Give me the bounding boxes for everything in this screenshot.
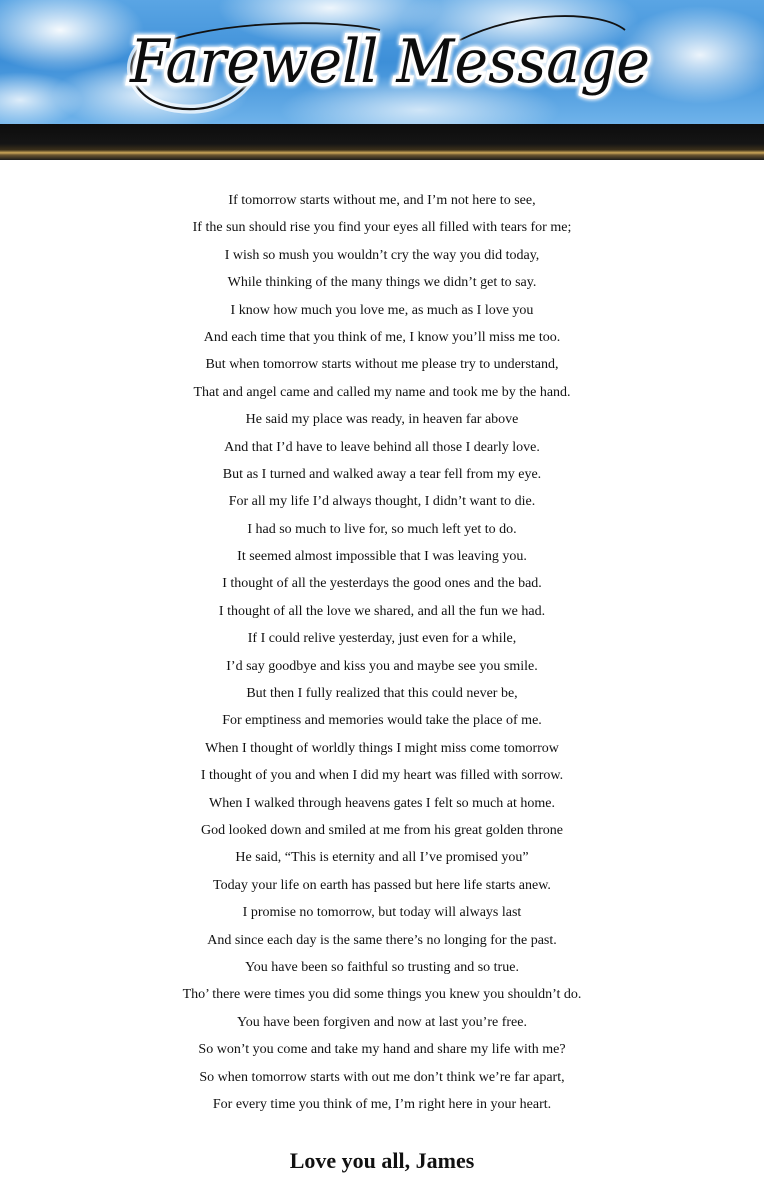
poem-line: You have been forgiven and now at last you’re free. [237,1014,527,1030]
poem-line: When I walked through heavens gates I felt so much at home. [208,795,555,811]
poem-line: You have been so faithful so trusting and so true. [245,959,519,975]
poem-line: And each time that you think of me, I know you’ll miss me too. [203,329,561,345]
poem-line: It seemed almost impossible that I was leaving you. [237,549,527,565]
poem-line: So won’t you come and take my hand and share my life with me? [198,1042,566,1058]
poem-line: I wish so mush you wouldn’t cry the way you did today, [224,247,540,263]
signature: Love you all, James [289,1148,475,1173]
poem-line: I promise no tomorrow, but today will always last [242,905,522,921]
poem-line: I know how much you love me, as much as I love you [230,302,534,318]
poem-line: He said, “This is eternity and all I’ve promised you” [235,850,529,866]
poem-line: But when tomorrow starts without me please try to understand, [205,357,559,373]
poem-line: If I could relive yesterday, just even for a while, [247,631,517,647]
poem-line: If tomorrow starts without me, and I’m not here to see, [228,193,536,208]
poem-line: I’d say goodbye and kiss you and maybe see you smile. [226,658,538,674]
header-divider-band [0,124,764,160]
poem-line: Today your life on earth has passed but here life starts anew. [213,877,551,893]
header-banner [0,0,764,124]
poem-line: So when tomorrow starts with out me don’t think we’re far apart, [199,1069,565,1085]
poem-line: And that I’d have to leave behind all those I dearly love. [224,439,540,455]
poem-line: For every time you think of me, I’m right here in your heart. [212,1096,552,1112]
poem-line: I thought of all the yesterdays the good ones and the bad. [222,576,542,592]
poem-body [0,187,764,1118]
poem-line: For all my life I’d always thought, I didn’t want to die. [228,494,536,510]
poem-line: And since each day is the same there’s no longing for the past. [207,932,557,948]
poem-line: But then I fully realized that this could never be, [246,686,518,702]
poem-line: That and angel came and called my name and took me by the hand. [193,384,571,400]
header-title: Farewell Message [129,27,650,97]
poem-line: I thought of you and when I did my heart was filled with sorrow. [200,768,564,784]
poem-line: Tho’ there were times you did some things you knew you shouldn’t do. [182,987,582,1003]
poem-line: While thinking of the many things we didn’t get to say. [227,275,537,291]
header-title-svg [0,0,764,124]
poem-line: I thought of all the love we shared, and all the fun we had. [218,603,546,619]
poem-line: When I thought of worldly things I might miss come tomorrow [205,740,559,756]
poem-line: For emptiness and memories would take the place of me. [222,713,542,729]
poem-line: I had so much to live for, so much left yet to do. [247,521,517,537]
poem-line: If the sun should rise you find your eyes all filled with tears for me; [192,220,572,236]
poem-line: He said my place was ready, in heaven far above [245,412,519,428]
poem-line: God looked down and smiled at me from his great golden throne [201,822,563,838]
poem-line: But as I turned and walked away a tear fell from my eye. [222,466,542,482]
